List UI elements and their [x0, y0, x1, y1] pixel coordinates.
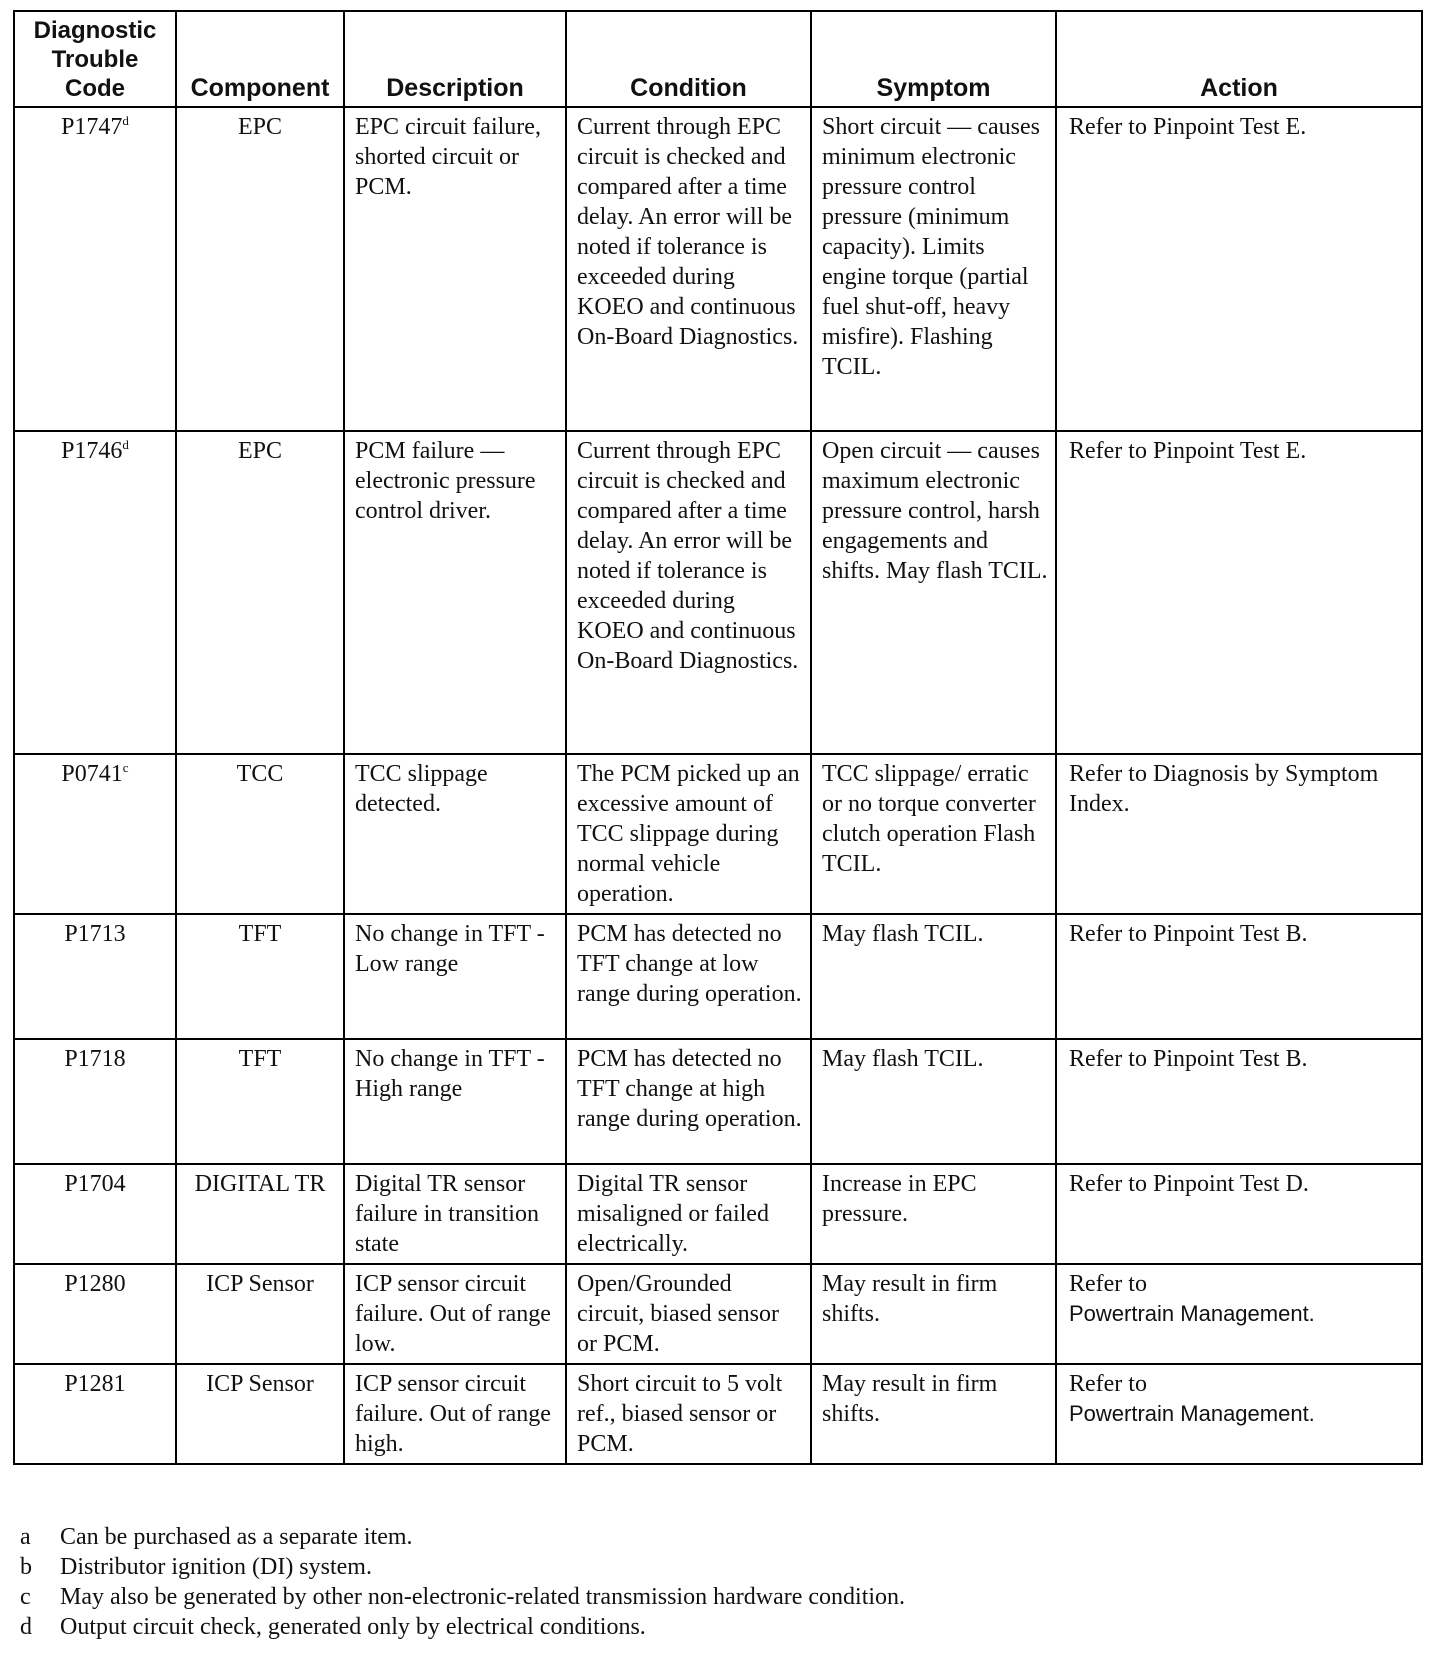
- component-text: DIGITAL TR: [194, 1171, 326, 1197]
- cell-symptom: [811, 1039, 1056, 1164]
- dtc-code: P1747: [61, 114, 123, 140]
- condition-text: Digital TR sensor misaligned or failed electrically.: [577, 1171, 769, 1257]
- symptom-text: Increase in EPC pressure.: [822, 1171, 977, 1227]
- footnote-letter: b: [20, 1554, 32, 1580]
- action-text: Refer to: [1069, 1371, 1147, 1397]
- table-row: [14, 914, 1422, 1039]
- cell-description: [344, 1164, 566, 1264]
- footnote-item: [20, 1552, 1420, 1582]
- dtc-code: P0741: [61, 761, 123, 787]
- footnote-text: Output circuit check, generated only by electrical conditions.: [60, 1614, 646, 1640]
- cell-code: [14, 1164, 176, 1264]
- cell-condition: [566, 1364, 811, 1464]
- footnote-letter: d: [20, 1614, 32, 1640]
- header-symptom: Symptom: [811, 11, 1056, 107]
- condition-text: Current through EPC circuit is checked and compared after a time delay. An error will be noted if tolerance is exceeded during KOEO and continuous On-Board Diagnostics.: [577, 114, 799, 350]
- footnote-text: Can be purchased as a separate item.: [60, 1524, 413, 1550]
- footnotes: [20, 1522, 1420, 1642]
- cell-symptom: [811, 1164, 1056, 1264]
- condition-text: PCM has detected no TFT change at low range during operation.: [577, 921, 802, 1007]
- symptom-text: Short circuit — causes minimum electronic pressure control pressure (minimum capacity). Limits engine torque (partial fuel shut-off, heavy misfire). Flashing TCIL.: [822, 114, 1040, 380]
- cell-component: [176, 1164, 344, 1264]
- cell-code: [14, 1264, 176, 1364]
- description-text: TCC slippage detected.: [355, 761, 488, 817]
- component-text: ICP Sensor: [206, 1271, 314, 1297]
- action-text: Refer to Pinpoint Test B.: [1069, 1046, 1308, 1072]
- cell-code: [14, 754, 176, 914]
- table-row: [14, 1039, 1422, 1164]
- cell-description: [344, 1039, 566, 1164]
- dtc-code: P1718: [64, 1046, 126, 1072]
- description-text: No change in TFT - Low range: [355, 921, 545, 977]
- footnote-item: [20, 1582, 1420, 1612]
- cell-action: [1056, 1039, 1422, 1164]
- action-text: Refer to Pinpoint Test E.: [1069, 114, 1307, 140]
- dtc-code: P1280: [64, 1271, 126, 1297]
- cell-description: [344, 1264, 566, 1364]
- cell-component: [176, 107, 344, 431]
- description-text: PCM failure — electronic pressure control driver.: [355, 438, 536, 524]
- dtc-code: P1281: [64, 1371, 126, 1397]
- header-code: Diagnostic Trouble Code: [14, 11, 176, 107]
- table-header-row: [14, 11, 1422, 107]
- action-reference: Powertrain Management.: [1069, 1401, 1315, 1426]
- header-component: Component: [176, 11, 344, 107]
- diagnostic-trouble-code-table: [13, 10, 1423, 1465]
- cell-condition: [566, 431, 811, 754]
- header-condition: Condition: [566, 11, 811, 107]
- cell-description: [344, 754, 566, 914]
- cell-symptom: [811, 107, 1056, 431]
- component-text: TFT: [238, 1046, 282, 1072]
- dtc-code: P1713: [64, 921, 126, 947]
- cell-condition: [566, 1264, 811, 1364]
- table-body: [14, 107, 1422, 1464]
- cell-component: [176, 431, 344, 754]
- condition-text: Current through EPC circuit is checked and compared after a time delay. An error will be noted if tolerance is exceeded during KOEO and continuous On-Board Diagnostics.: [577, 438, 799, 674]
- cell-symptom: [811, 1364, 1056, 1464]
- symptom-text: May flash TCIL.: [822, 1046, 984, 1072]
- cell-action: [1056, 431, 1422, 754]
- cell-action: [1056, 1164, 1422, 1264]
- symptom-text: TCC slippage/ erratic or no torque converter clutch operation Flash TCIL.: [822, 761, 1036, 877]
- action-text: Refer to Pinpoint Test E.: [1069, 438, 1307, 464]
- table-row: [14, 1264, 1422, 1364]
- symptom-text: May flash TCIL.: [822, 921, 984, 947]
- cell-action: [1056, 107, 1422, 431]
- description-text: Digital TR sensor failure in transition state: [355, 1171, 539, 1257]
- cell-symptom: [811, 754, 1056, 914]
- cell-code: [14, 914, 176, 1039]
- footnote-text: Distributor ignition (DI) system.: [60, 1554, 372, 1580]
- component-text: ICP Sensor: [206, 1371, 314, 1397]
- description-text: ICP sensor circuit failure. Out of range low.: [355, 1271, 551, 1357]
- dtc-code: P1704: [64, 1171, 126, 1197]
- cell-code: [14, 1364, 176, 1464]
- cell-condition: [566, 914, 811, 1039]
- component-text: TCC: [236, 761, 284, 787]
- cell-description: [344, 914, 566, 1039]
- action-text: Refer to: [1069, 1271, 1147, 1297]
- cell-condition: [566, 107, 811, 431]
- description-text: EPC circuit failure, shorted circuit or PCM.: [355, 114, 541, 200]
- header-action: Action: [1056, 11, 1422, 107]
- cell-component: [176, 914, 344, 1039]
- cell-description: [344, 431, 566, 754]
- cell-symptom: [811, 1264, 1056, 1364]
- cell-condition: [566, 754, 811, 914]
- footnote-marker: d: [122, 437, 129, 452]
- symptom-text: May result in firm shifts.: [822, 1271, 998, 1327]
- cell-symptom: [811, 431, 1056, 754]
- cell-symptom: [811, 914, 1056, 1039]
- footnote-letter: a: [20, 1524, 31, 1550]
- cell-code: [14, 1039, 176, 1164]
- footnote-item: [20, 1612, 1420, 1642]
- footnote-item: [20, 1522, 1420, 1552]
- footnote-marker: c: [122, 760, 129, 775]
- cell-action: [1056, 1364, 1422, 1464]
- dtc-code: P1746: [61, 438, 123, 464]
- description-text: No change in TFT - High range: [355, 1046, 545, 1102]
- table-row: [14, 431, 1422, 754]
- cell-component: [176, 1364, 344, 1464]
- condition-text: PCM has detected no TFT change at high range during operation.: [577, 1046, 802, 1132]
- cell-component: [176, 1039, 344, 1164]
- component-text: EPC: [237, 438, 282, 464]
- header-description: Description: [344, 11, 566, 107]
- action-text: Refer to Pinpoint Test D.: [1069, 1171, 1309, 1197]
- action-text: Refer to Pinpoint Test B.: [1069, 921, 1308, 947]
- cell-action: [1056, 914, 1422, 1039]
- action-reference: Powertrain Management.: [1069, 1301, 1315, 1326]
- cell-description: [344, 1364, 566, 1464]
- description-text: ICP sensor circuit failure. Out of range high.: [355, 1371, 551, 1457]
- cell-description: [344, 107, 566, 431]
- cell-component: [176, 754, 344, 914]
- cell-component: [176, 1264, 344, 1364]
- component-text: TFT: [238, 921, 282, 947]
- action-text: Refer to Diagnosis by Symptom Index.: [1069, 761, 1379, 817]
- cell-condition: [566, 1039, 811, 1164]
- cell-action: [1056, 754, 1422, 914]
- table-row: [14, 754, 1422, 914]
- symptom-text: Open circuit — causes maximum electronic pressure control, harsh engagements and shifts. May flash TCIL.: [822, 438, 1048, 584]
- footnote-marker: d: [122, 113, 129, 128]
- condition-text: The PCM picked up an excessive amount of TCC slippage during normal vehicle operation.: [577, 761, 800, 907]
- table-row: [14, 1364, 1422, 1464]
- condition-text: Open/Grounded circuit, biased sensor or PCM.: [577, 1271, 779, 1357]
- footnote-letter: c: [20, 1584, 31, 1610]
- footnote-text: May also be generated by other non-electronic-related transmission hardware condition.: [60, 1584, 906, 1610]
- component-text: EPC: [237, 114, 282, 140]
- condition-text: Short circuit to 5 volt ref., biased sensor or PCM.: [577, 1371, 783, 1457]
- cell-action: [1056, 1264, 1422, 1364]
- cell-condition: [566, 1164, 811, 1264]
- symptom-text: May result in firm shifts.: [822, 1371, 998, 1427]
- table-row: [14, 107, 1422, 431]
- cell-code: [14, 107, 176, 431]
- cell-code: [14, 431, 176, 754]
- table-row: [14, 1164, 1422, 1264]
